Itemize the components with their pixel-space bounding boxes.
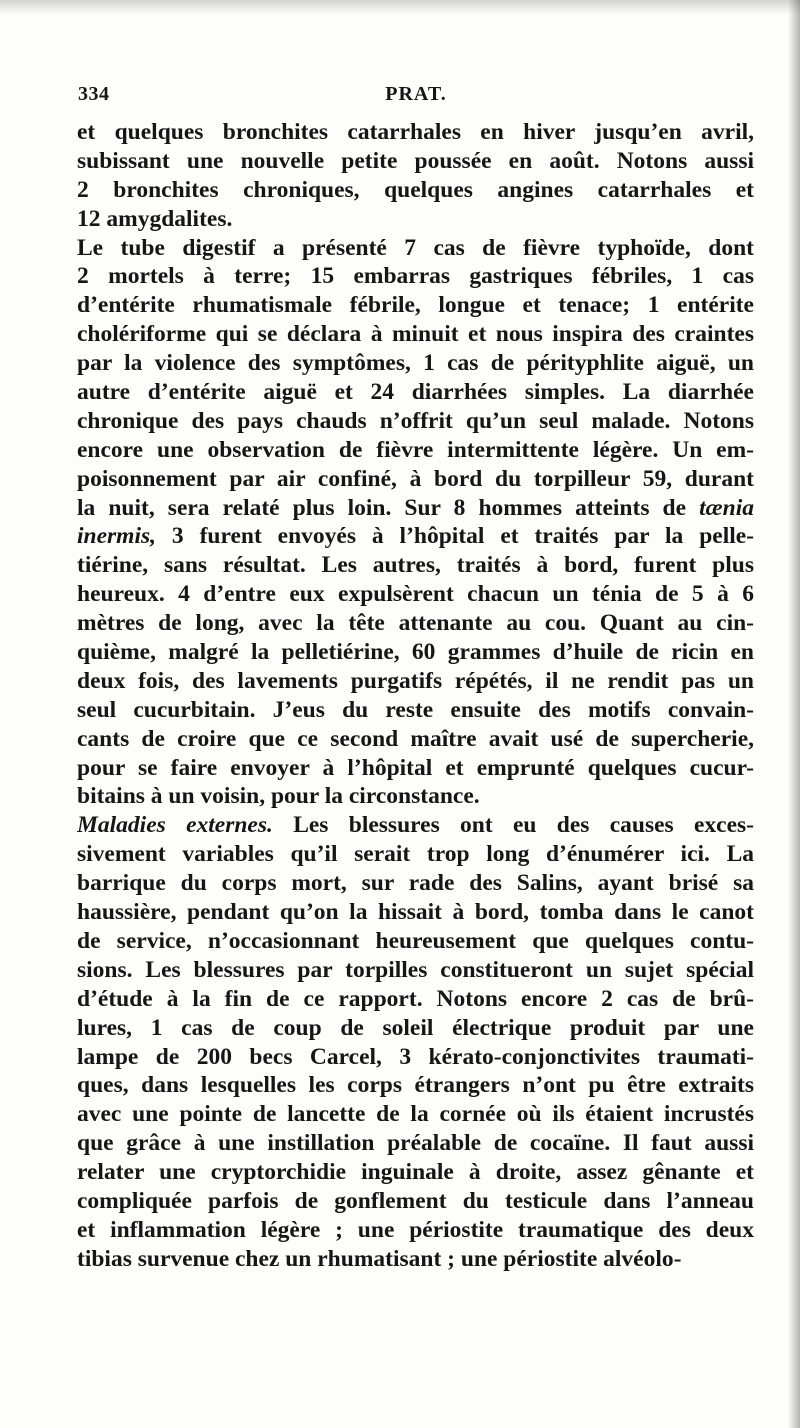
body-text — [77, 118, 754, 1274]
page-header — [78, 83, 754, 109]
text-line — [77, 609, 754, 638]
line-text: 2 bronchites chroniques, quelques angines catarrhales et — [77, 176, 754, 203]
line-text: de service, n’occasionnant heureusement que quelques contu- — [77, 927, 754, 954]
text-line — [77, 956, 754, 985]
line-text: relater une cryptorchidie inguinale à droite, assez gênante et — [77, 1159, 754, 1186]
line-text: poisonnement par air confiné, à bord du torpilleur 59, durant — [77, 465, 754, 492]
page-number: 334 — [78, 83, 110, 105]
line-text: et inflammation légère ; une périostite traumatique des deux — [77, 1216, 754, 1243]
text-line — [77, 1071, 754, 1100]
line-text: d’entérite rhumatismale fébrile, longue et tenace; 1 entérite — [77, 292, 754, 319]
line-text: heureux. 4 d’entre eux expulsèrent chacun un ténia de 5 à 6 — [77, 581, 754, 608]
line-text: lures, 1 cas de coup de soleil électrique produit par une — [77, 1014, 754, 1041]
text-line — [77, 436, 754, 465]
text-line — [77, 811, 754, 840]
text-line — [77, 262, 754, 291]
line-text: 3 furent envoyés à l’hôpital et traités par la pelle- — [171, 523, 754, 550]
line-text: Les blessures ont eu des causes exces- — [293, 812, 754, 839]
line-text: seul cucurbitain. J’eus du reste ensuite des motifs convain- — [77, 696, 754, 723]
line-text: barrique du corps mort, sur rade des Salins, ayant brisé sa — [77, 870, 754, 897]
line-text: tiérine, sans résultat. Les autres, traités à bord, furent plus — [77, 552, 754, 579]
text-line — [77, 407, 754, 436]
text-line — [77, 782, 754, 811]
text-line — [77, 1043, 754, 1072]
text-line — [77, 378, 754, 407]
text-line — [77, 1129, 754, 1158]
text-line — [77, 234, 754, 263]
text-line — [77, 580, 754, 609]
text-line — [77, 1014, 754, 1043]
text-line — [77, 725, 754, 754]
text-line — [77, 494, 754, 523]
text-line — [77, 291, 754, 320]
text-line — [77, 1216, 754, 1245]
scan-shadow-right — [788, 0, 800, 1428]
text-line — [77, 147, 754, 176]
line-text: autre d’entérite aiguë et 24 diarrhées simples. La diarrhée — [77, 379, 754, 406]
text-line — [77, 551, 754, 580]
italic-term: Maladies externes. — [77, 812, 273, 839]
text-line — [77, 869, 754, 898]
line-text: avec une pointe de lancette de la cornée où ils étaient incrustés — [77, 1101, 754, 1128]
line-text: chronique des pays chauds n’offrit qu’un seul malade. Notons — [77, 407, 754, 434]
line-text: compliquée parfois de gonflement du testicule dans l’anneau — [77, 1187, 754, 1214]
italic-term: tænia — [699, 494, 754, 521]
line-text: mètres de long, avec la tête attenante au cou. Quant au cin- — [77, 610, 754, 637]
line-text: 12 amygdalites. — [77, 205, 233, 232]
line-text: subissant une nouvelle petite poussée en août. Notons aussi — [77, 147, 754, 174]
line-text: d’étude à la fin de ce rapport. Notons encore 2 cas de brû- — [77, 985, 754, 1012]
line-text: encore une observation de fièvre intermittente légère. Un em- — [77, 436, 754, 463]
line-text: haussière, pendant qu’on la hissait à bord, tomba dans le canot — [77, 899, 754, 926]
text-line — [77, 349, 754, 378]
text-line — [77, 840, 754, 869]
text-line — [77, 696, 754, 725]
line-text: Le tube digestif a présenté 7 cas de fièvre typhoïde, dont — [77, 234, 754, 261]
line-text: que grâce à une instillation préalable de cocaïne. Il faut aussi — [77, 1130, 754, 1157]
text-line — [77, 927, 754, 956]
line-text: sions. Les blessures par torpilles constitueront un sujet spécial — [77, 956, 754, 983]
italic-term: inermis, — [77, 523, 157, 550]
line-text: tibias survenue chez un rhumatisant ; une périostite alvéolo- — [77, 1245, 682, 1272]
line-text: cants de croire que ce second maître avait usé de supercherie, — [77, 725, 754, 752]
line-text: quième, malgré la pelletiérine, 60 grammes d’huile de ricin en — [77, 639, 754, 666]
line-text: ques, dans lesquelles les corps étrangers n’ont pu être extraits — [77, 1072, 754, 1099]
text-line — [77, 667, 754, 696]
text-line — [77, 898, 754, 927]
text-line — [77, 638, 754, 667]
text-line — [77, 118, 754, 147]
line-text: par la violence des symptômes, 1 cas de pérityphlite aiguë, un — [77, 350, 754, 377]
line-text: lampe de 200 becs Carcel, 3 kérato-conjonctivites traumati- — [77, 1043, 754, 1070]
line-text: la nuit, sera relaté plus loin. Sur 8 hommes atteints de — [77, 494, 687, 521]
text-line — [77, 522, 754, 551]
line-text: et quelques bronchites catarrhales en hiver jusqu’en avril, — [77, 119, 754, 145]
text-line — [77, 176, 754, 205]
line-text: sivement variables qu’il serait trop long d’énumérer ici. La — [77, 841, 754, 868]
line-text: bitains à un voisin, pour la circonstance. — [77, 783, 480, 810]
line-text: deux fois, des lavements purgatifs répétés, il ne rendit pas un — [77, 667, 754, 694]
line-text: pour se faire envoyer à l’hôpital et emprunté quelques cucur- — [77, 754, 754, 781]
text-line — [77, 320, 754, 349]
running-head: PRAT. — [385, 83, 447, 105]
scan-shadow-top — [0, 0, 800, 14]
text-line — [77, 985, 754, 1014]
text-line — [77, 1100, 754, 1129]
text-line — [77, 205, 754, 234]
text-line — [77, 1158, 754, 1187]
line-text: 2 mortels à terre; 15 embarras gastriques fébriles, 1 cas — [77, 263, 754, 290]
text-line — [77, 465, 754, 494]
text-line — [77, 754, 754, 783]
text-line — [77, 1245, 754, 1274]
text-line — [77, 1187, 754, 1216]
line-text: cholériforme qui se déclara à minuit et nous inspira des craintes — [77, 321, 754, 348]
